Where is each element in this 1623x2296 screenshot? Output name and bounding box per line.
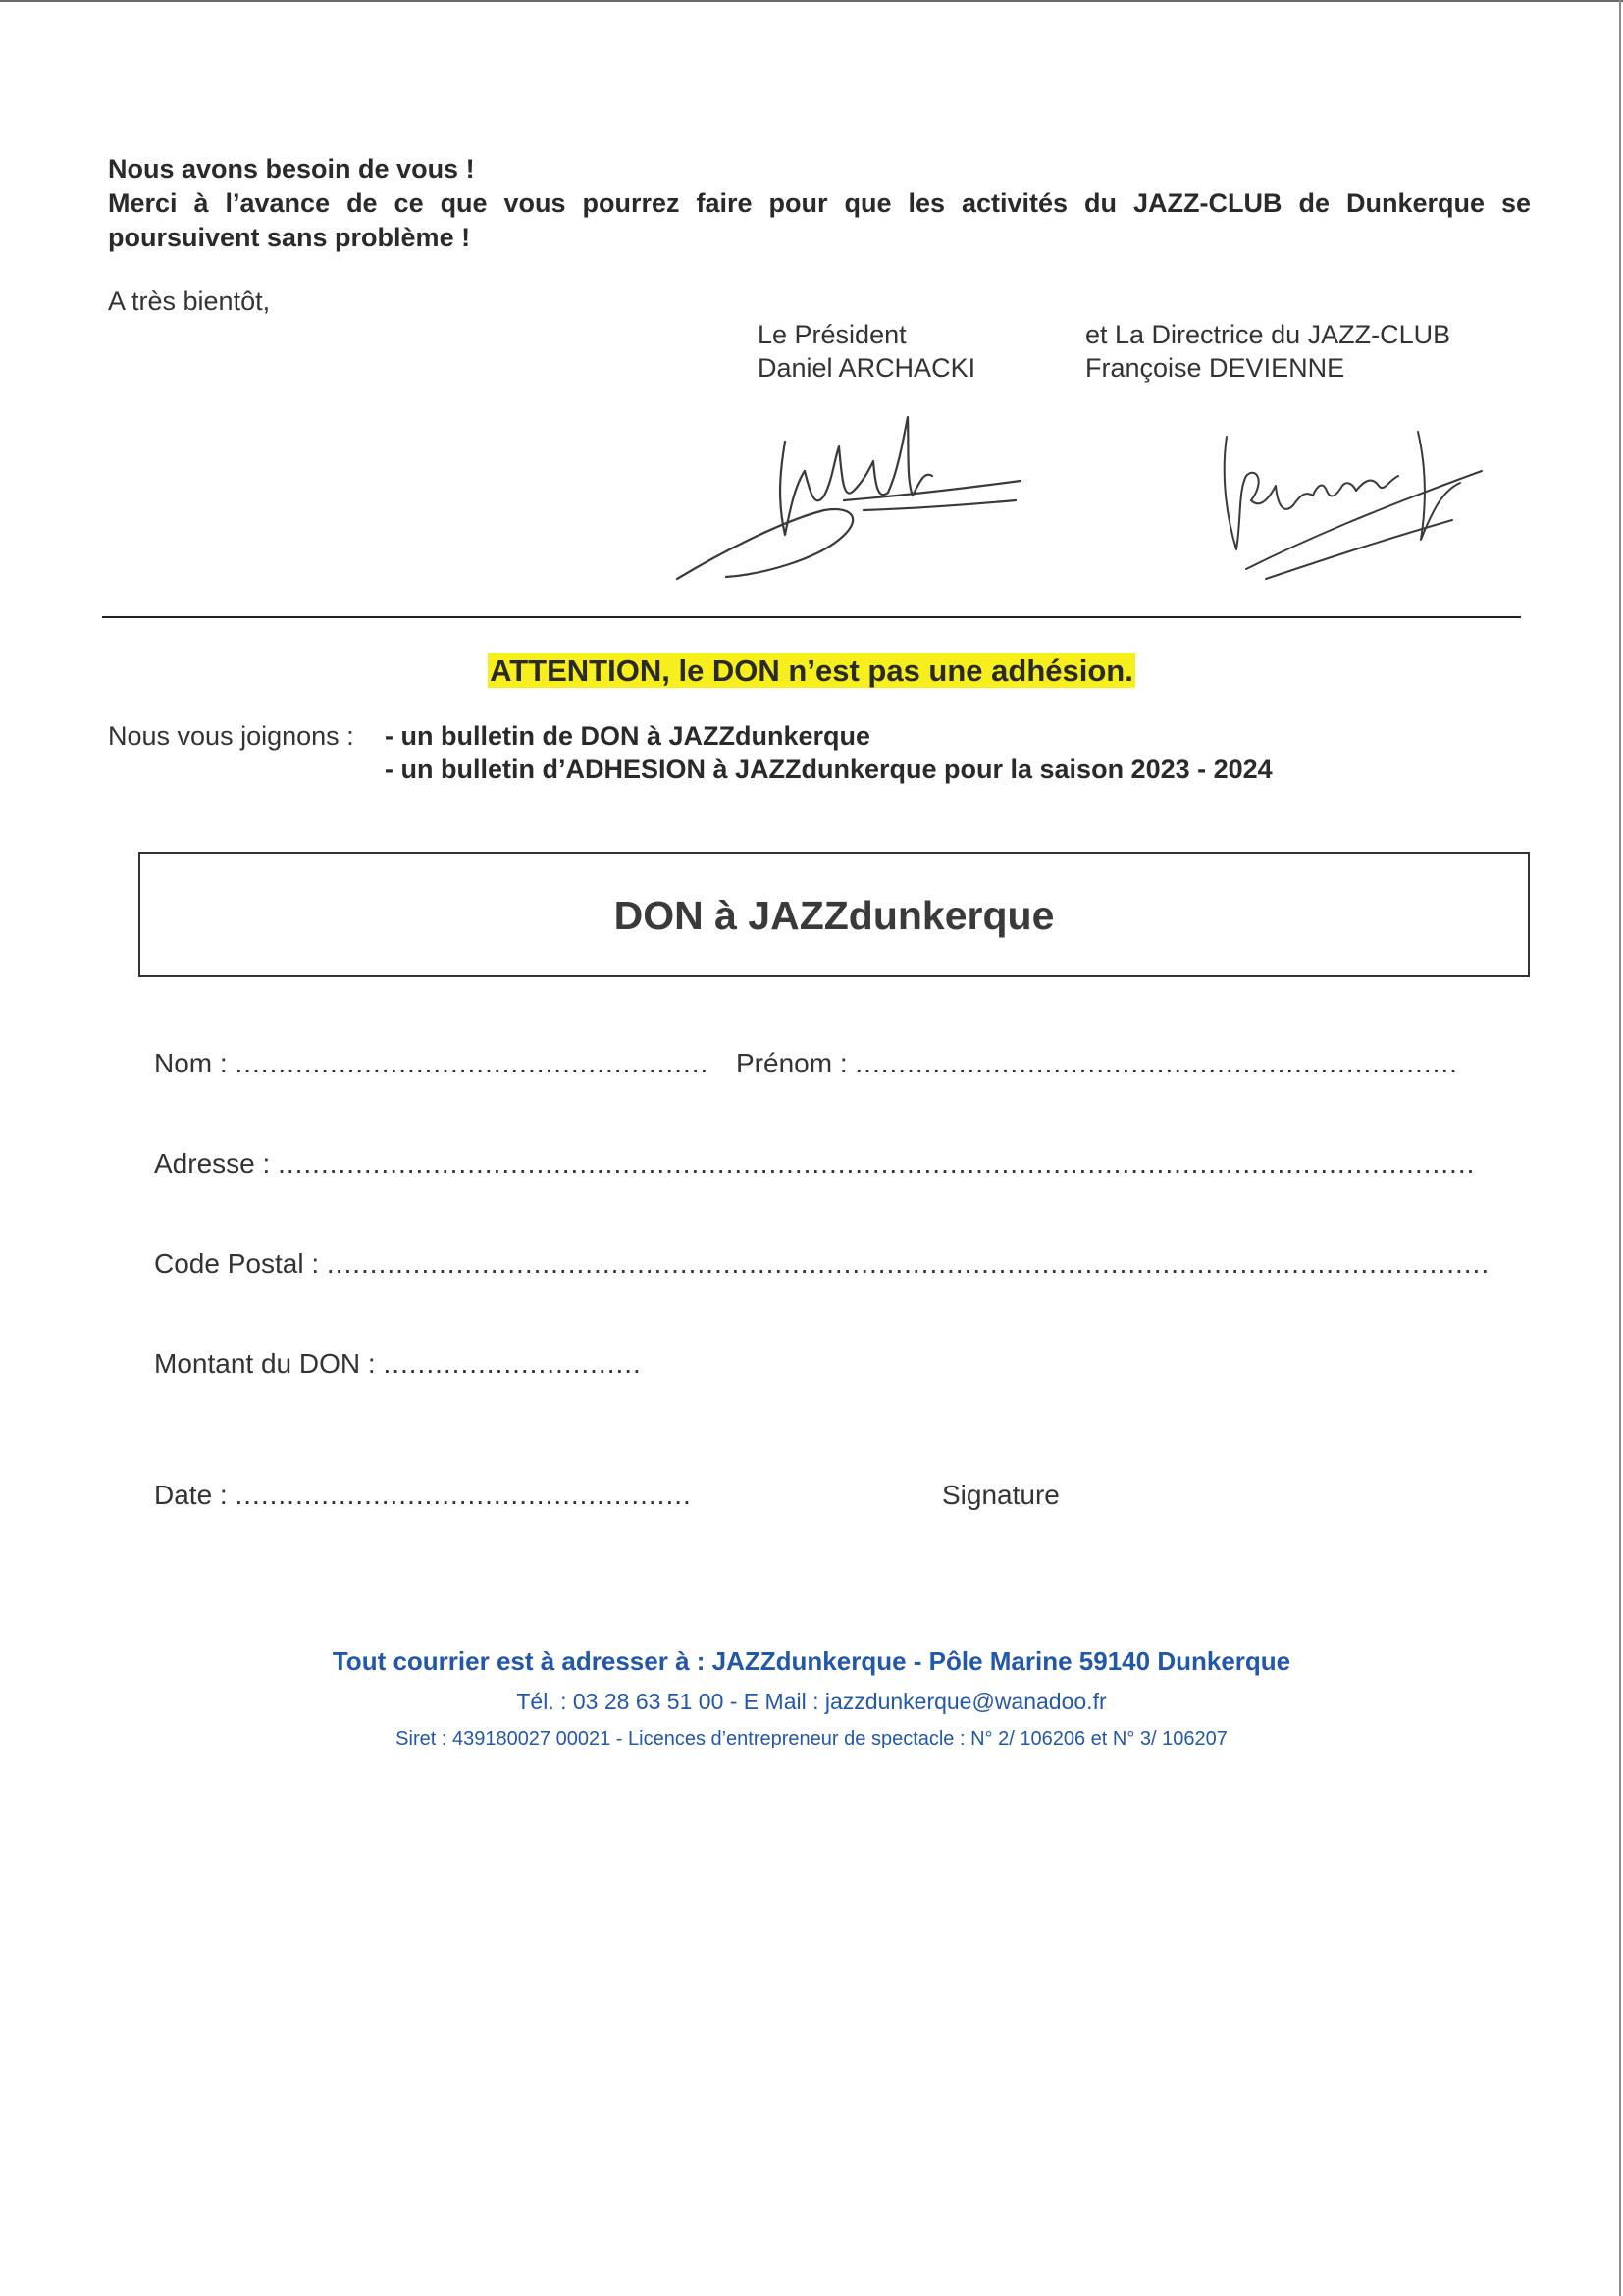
code-postal-field[interactable] — [154, 1248, 1490, 1279]
date-label: Date : — [154, 1480, 228, 1510]
intro-line-1: Nous avons besoin de vous ! — [108, 154, 475, 183]
nom-label: Nom : — [154, 1048, 228, 1078]
divider-line — [102, 616, 1521, 618]
scan-edge-top — [0, 0, 1623, 2]
adresse-label: Adresse : — [154, 1148, 271, 1178]
footer-contact: Tél. : 03 28 63 51 00 - E Mail : jazzdunkerque@wanadoo.fr — [516, 1689, 1107, 1714]
enclosed-item-adhesion: - un bulletin d’ADHESION à JAZZdunkerque pour la saison 2023 - 2024 — [385, 755, 1273, 784]
enclosed-label: Nous vous joignons : — [108, 721, 354, 751]
adresse-fill-line[interactable]: ........................................................................................................................................... — [278, 1148, 1476, 1178]
president-signatory — [758, 318, 975, 385]
signature-label: Signature — [942, 1480, 1060, 1510]
date-fill-line[interactable]: ..................................................... — [235, 1480, 692, 1510]
footer-legal: Siret : 439180027 00021 - Licences d’entrepreneur de spectacle : N° 2/ 106206 et N° 3/ 106207 — [395, 1728, 1228, 1749]
adresse-field[interactable] — [154, 1148, 1475, 1179]
directrice-name: Françoise DEVIENNE — [1085, 353, 1345, 383]
enclosed-item-don: - un bulletin de DON à JAZZdunkerque — [385, 721, 871, 751]
president-name: Daniel ARCHACKI — [758, 353, 976, 383]
date-field[interactable] — [154, 1480, 692, 1511]
form-title: DON à JAZZdunkerque — [613, 893, 1055, 938]
directrice-handwritten-signature — [1207, 422, 1492, 589]
greeting: A très bientôt, — [108, 287, 271, 316]
nom-fill-line[interactable]: ....................................................... — [235, 1048, 709, 1078]
footer-address: Tout courrier est à adresser à : JAZZdunkerque - Pôle Marine 59140 Dunkerque — [332, 1646, 1291, 1676]
intro-paragraph — [108, 152, 1531, 255]
attention-highlight: ATTENTION, le DON n’est pas une adhésion. — [490, 653, 1133, 688]
intro-line-2: Merci à l’avance de ce que vous pourrez faire pour que les activités du JAZZ-CLUB de Dunkerque se poursuivent sans problème ! — [108, 188, 1531, 252]
president-title: Le Président — [758, 320, 907, 349]
president-handwritten-signature — [667, 402, 1040, 589]
prenom-fill-line[interactable]: ...................................................................... — [855, 1048, 1458, 1078]
montant-field[interactable] — [154, 1348, 642, 1380]
directrice-title: et La Directrice du JAZZ-CLUB — [1085, 320, 1451, 349]
directrice-signatory — [1085, 318, 1450, 385]
prenom-label: Prénom : — [736, 1048, 848, 1078]
code-postal-fill-line[interactable]: ....................................................................................................................................... — [326, 1248, 1491, 1278]
prenom-field[interactable] — [736, 1048, 1458, 1079]
form-title-box — [138, 852, 1530, 977]
code-postal-label: Code Postal : — [154, 1248, 320, 1278]
montant-fill-line[interactable]: .............................. — [383, 1348, 642, 1379]
scan-edge-right — [1619, 0, 1621, 2296]
montant-label: Montant du DON : — [154, 1348, 376, 1379]
nom-field[interactable] — [154, 1048, 708, 1079]
attention-notice — [0, 653, 1623, 689]
